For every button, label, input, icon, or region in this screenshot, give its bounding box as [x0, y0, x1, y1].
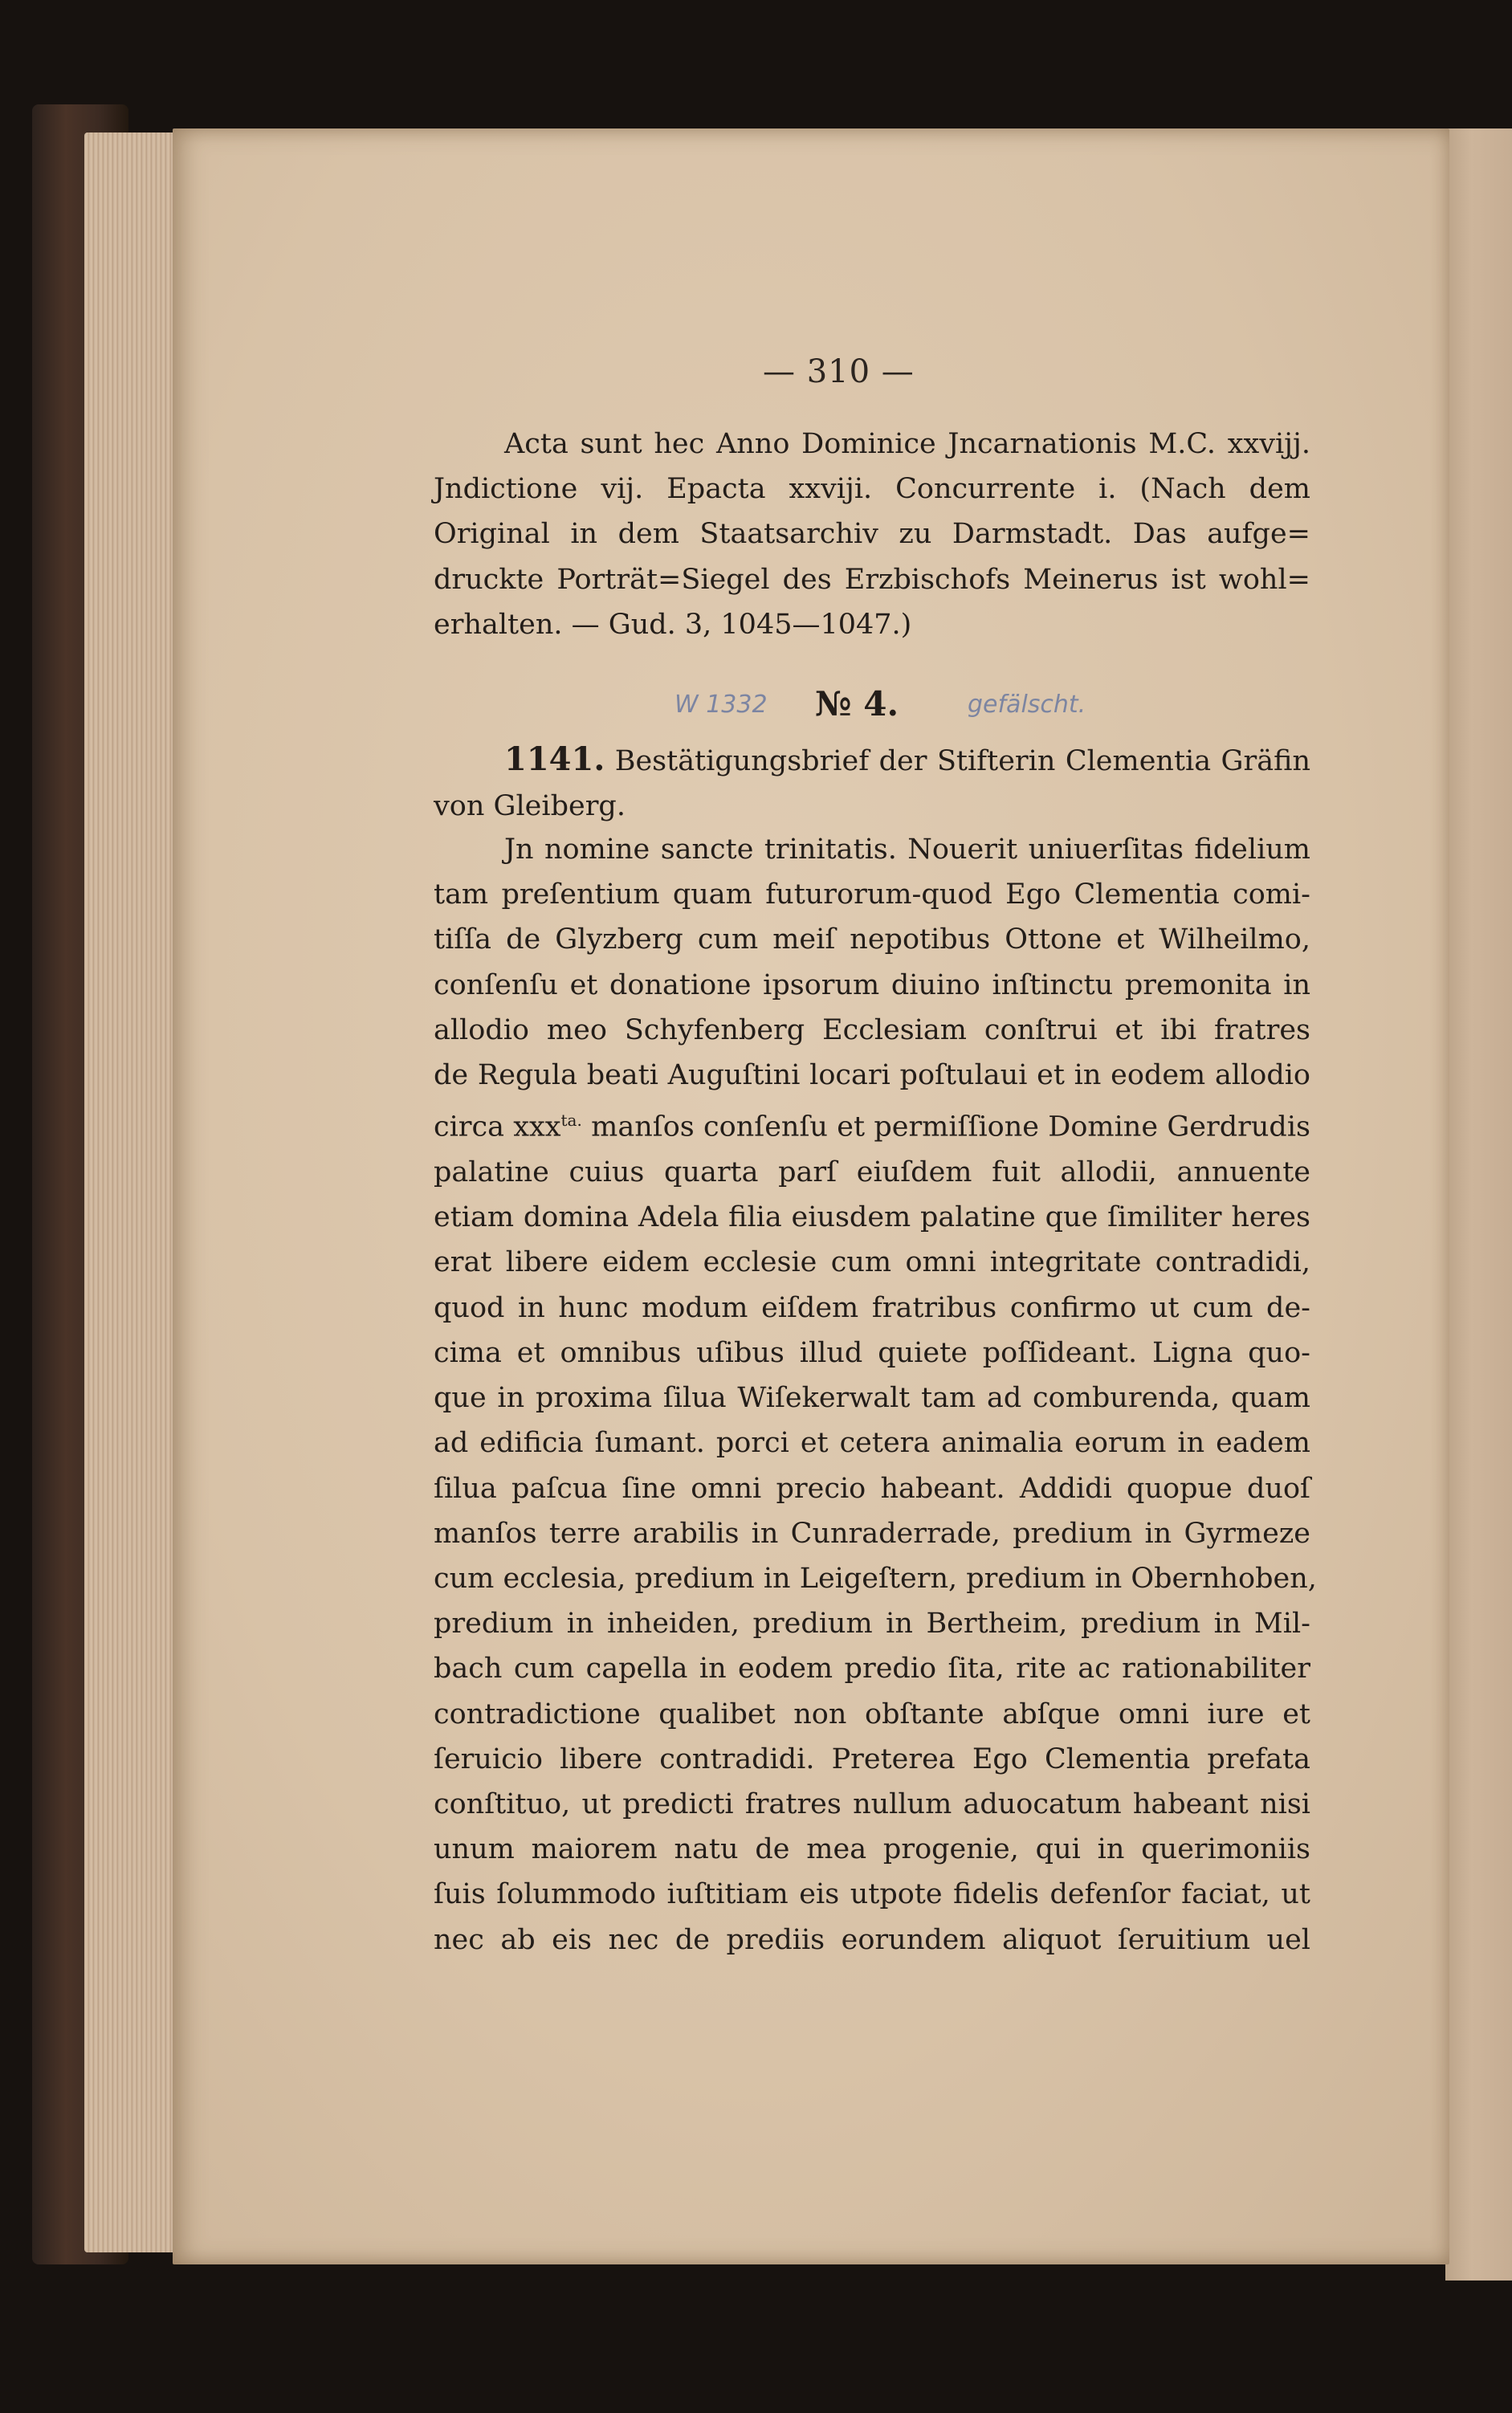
- text-line: palatine cuius quarta parſ eiuſdem fuit allodii, annuente: [434, 1156, 1310, 1189]
- text-line: ad edificia ſumant. porci et cetera animalia eorum in eadem: [434, 1427, 1310, 1460]
- heading-line-1: [434, 737, 1310, 784]
- text-line: ſuis ſolummodo iuſtitiam eis utpote fidelis defenſor faciat, ut: [434, 1878, 1310, 1911]
- text-line: Acta sunt hec Anno Dominice Jncarnationis M.C. xxvijj.: [504, 428, 1310, 460]
- heading-title: Bestätigungsbrief der Stifterin Clementia Gräfin: [614, 745, 1310, 777]
- text-line: Jn nomine sancte trinitatis. Nouerit uniuerſitas fidelium: [504, 834, 1310, 866]
- document-year: 1141.: [504, 740, 605, 778]
- text-line: [434, 1098, 1310, 1150]
- facing-page-edge: [1445, 128, 1512, 2281]
- text-line: tiſſa de Glyzberg cum meiſ nepotibus Ottone et Wilheilmo,: [434, 923, 1310, 956]
- text-line: quod in hunc modum eiſdem fratribus confirmo ut cum de-: [434, 1291, 1310, 1324]
- heading-line-2: von Gleiberg.: [434, 790, 626, 823]
- text-line: Jndictione vij. Epacta xxviji. Concurrente i. (Nach dem: [434, 473, 1310, 506]
- page-number: — 310 —: [763, 353, 915, 390]
- text-line: ſeruicio libere contradidi. Preterea Ego Clementia prefata: [434, 1742, 1310, 1775]
- text-line: druckte Porträt=Siegel des Erzbischofs Meinerus ist wohl=: [434, 563, 1310, 596]
- paragraph-acta: [434, 422, 1310, 647]
- text-line: conſtituo, ut predicti fratres nullum aduocatum habeant nisi: [434, 1787, 1310, 1820]
- text-line: manſos terre arabilis in Cunraderrade, predium in Gyrmeze: [434, 1517, 1310, 1550]
- document-heading: [434, 737, 1310, 829]
- text-line: que in proxima ſilua Wiſekerwalt tam ad comburenda, quam: [434, 1382, 1310, 1415]
- text-line: allodio meo Schyfenberg Ecclesiam conſtrui et ibi fratres: [434, 1013, 1310, 1046]
- handwritten-note-left: W 1332: [674, 691, 768, 719]
- text-line: conſenſu et donatione ipsorum diuino inſtinctu premonita in: [434, 968, 1310, 1001]
- handwritten-note-gefaelscht: gefälscht.: [968, 691, 1086, 719]
- text-fragment: manſos conſenſu et permiſſione Domine Gerdrudis: [581, 1111, 1310, 1143]
- text-line: ſilua paſcua ſine omni precio habeant. Addidi quopue duoſ: [434, 1472, 1310, 1505]
- text-line: bach cum capella in eodem predio ſita, rite ac rationabiliter: [434, 1653, 1310, 1685]
- text-line: nec ab eis nec de prediis eorundem aliquot ſeruitium uel: [434, 1923, 1310, 1956]
- text-line: predium in inheiden, predium in Bertheim, predium in Mil-: [434, 1608, 1310, 1641]
- text-line: erat libere eidem ecclesie cum omni integritate contradidi,: [434, 1246, 1310, 1279]
- document-number: № 4.: [815, 684, 899, 723]
- text-line: de Regula beati Auguſtini locari poſtulaui et in eodem allodio: [434, 1059, 1310, 1092]
- text-line: unum maiorem natu de mea progenie, qui in querimoniis: [434, 1833, 1310, 1866]
- text-line: erhalten. — Gud. 3, 1045—1047.): [434, 608, 912, 641]
- text-line: Original in dem Staatsarchiv zu Darmstadt. Das aufge=: [434, 518, 1310, 551]
- text-line: cima et omnibus uſibus illud quiete poſſideant. Ligna quo-: [434, 1336, 1310, 1369]
- text-line: etiam domina Adela filia eiusdem palatine que ſimiliter heres: [434, 1201, 1310, 1234]
- text-line: tam preſentium quam futurorum-quod Ego Clementia comi-: [434, 878, 1310, 911]
- text-line: contradictione qualibet non obſtante abſque omni iure et: [434, 1698, 1310, 1730]
- superscript: ta.: [560, 1111, 582, 1131]
- text-fragment: circa xxx: [434, 1111, 561, 1143]
- paragraph-charter: [434, 827, 1317, 1963]
- text-line: cum ecclesia, predium in Leigeſtern, predium in Obernhoben,: [434, 1562, 1317, 1595]
